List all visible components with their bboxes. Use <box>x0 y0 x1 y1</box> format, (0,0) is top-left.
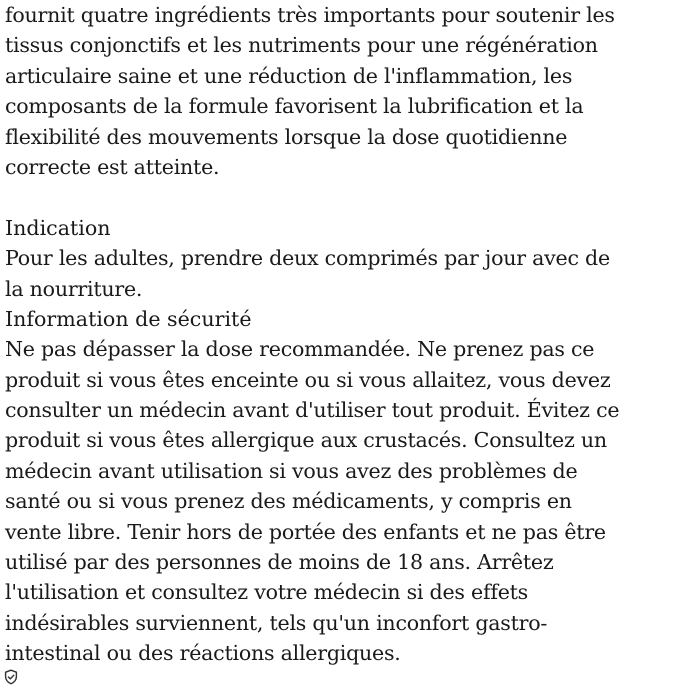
shield-check-icon[interactable] <box>4 669 18 685</box>
safety-line: intestinal ou des réactions allergiques. <box>5 641 401 666</box>
safety-line: l'utilisation et consultez votre médecin si des effets <box>5 580 528 605</box>
footer-bar <box>0 666 679 691</box>
safety-line: vente libre. Tenir hors de portée des enfants et ne pas être <box>5 519 606 544</box>
document-body <box>5 0 677 669</box>
indication-section <box>5 213 677 304</box>
safety-section <box>5 304 677 669</box>
safety-line: produit si vous êtes allergique aux crustacés. Consultez un <box>5 428 607 453</box>
intro-paragraph <box>5 0 677 182</box>
safety-heading: Information de sécurité <box>5 306 252 331</box>
paragraph-spacer <box>5 182 677 212</box>
intro-line: correcte est atteinte. <box>5 154 220 179</box>
indication-line: la nourriture. <box>5 276 143 301</box>
safety-line: produit si vous êtes enceinte ou si vous allaitez, vous devez <box>5 367 611 392</box>
indication-heading: Indication <box>5 215 111 240</box>
intro-line: flexibilité des mouvements lorsque la dose quotidienne <box>5 124 568 149</box>
intro-line: composants de la formule favorisent la lubrification et la <box>5 94 584 119</box>
safety-line: médecin avant utilisation si vous avez des problèmes de <box>5 458 578 483</box>
safety-line: santé ou si vous prenez des médicaments, y compris en <box>5 489 572 514</box>
safety-line: utilisé par des personnes de moins de 18 ans. Arrêtez <box>5 550 554 575</box>
intro-line: tissus conjonctifs et les nutriments pour une régénération <box>5 33 598 58</box>
indication-line: Pour les adultes, prendre deux comprimés par jour avec de <box>5 246 610 271</box>
safety-line: indésirables surviennent, tels qu'un inconfort gastro- <box>5 610 548 635</box>
safety-line: consulter un médecin avant d'utiliser tout produit. Évitez ce <box>5 398 620 423</box>
intro-line: fournit quatre ingrédients très importants pour soutenir les <box>5 3 615 27</box>
safety-line: Ne pas dépasser la dose recommandée. Ne prenez pas ce <box>5 337 595 362</box>
intro-line: articulaire saine et une réduction de l'inflammation, les <box>5 63 573 88</box>
